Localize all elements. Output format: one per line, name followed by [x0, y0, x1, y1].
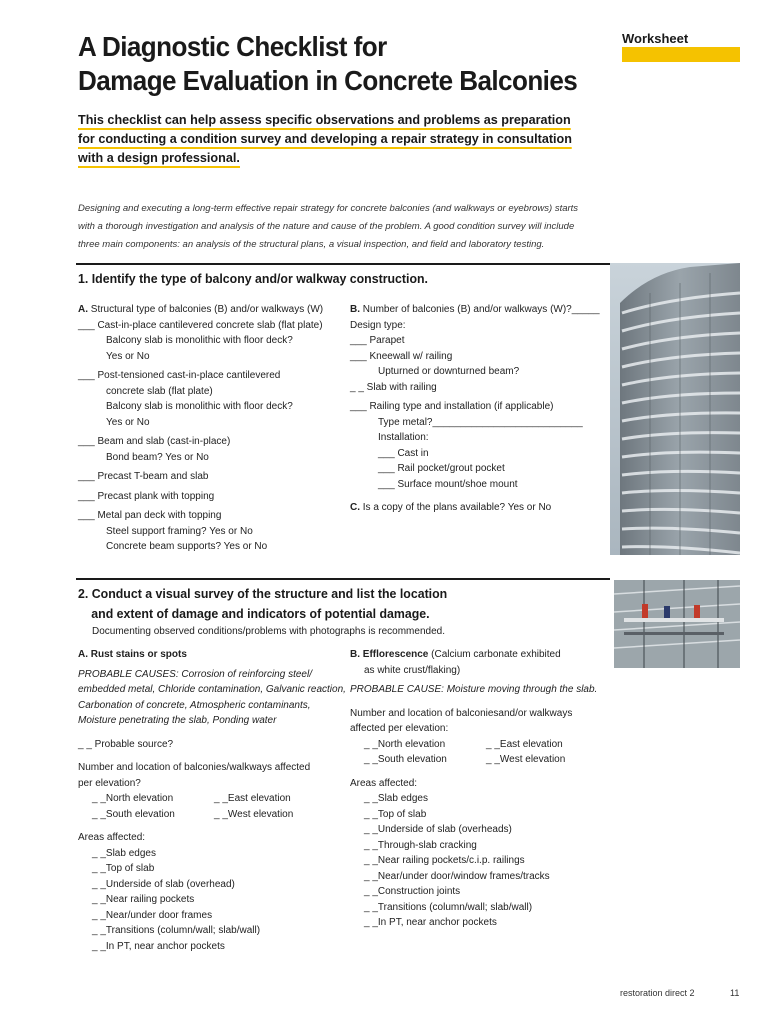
s2b-north: _ _North elevation	[364, 738, 446, 750]
subtitle-line-2: for conducting a condition survey and developing a repair strategy in consultation	[78, 131, 572, 149]
page-number: 11	[730, 988, 740, 998]
worksheet-accent-bar	[622, 47, 740, 62]
s2a-east: _ _East elevation	[214, 793, 291, 804]
s2b-num: Number and location of balconiesand/or walkways	[350, 707, 573, 719]
s2a-area: _ _Transitions (column/wall; slab/wall)	[92, 925, 261, 936]
s2a-elevation-row	[78, 791, 348, 807]
intro-paragraph	[78, 200, 618, 254]
s1b-line: ___ Railing type and installation (if applicable)	[350, 401, 554, 412]
s2a-areas: Areas affected:	[78, 832, 146, 843]
subtitle-line-3: with a design professional.	[78, 150, 240, 168]
s1b-line: ___ Cast in	[378, 447, 429, 459]
s1b-line: ___ Kneewall w/ railing	[350, 350, 453, 362]
s2b-area: _ _Transitions (column/wall; slab/wall)	[364, 901, 533, 913]
s2a-cause: Carbonation of concrete, Atmospheric contaminants,	[78, 699, 311, 711]
s1a-line: ___ Beam and slab (cast-in-place)	[78, 436, 231, 447]
s2b-cause: PROBABLE CAUSE: Moisture moving through the slab.	[350, 684, 598, 695]
s1a-line: ___ Cast-in-place cantilevered concrete slab (flat plate)	[78, 319, 323, 331]
s2b-area: _ _Underside of slab (overheads)	[364, 824, 512, 835]
s1b-line: Type metal?___________________________	[378, 416, 583, 428]
page-title	[78, 30, 580, 98]
s2b-title: B. Efflorescence	[350, 649, 429, 660]
s2b-num: affected per elevation:	[350, 723, 449, 734]
s1a-line: Yes or No	[106, 416, 150, 428]
title-line-1: A Diagnostic Checklist for	[78, 31, 387, 62]
s1b-line: Design type:	[350, 319, 406, 331]
s1a-line: Steel support framing? Yes or No	[106, 525, 253, 537]
s1b-label: B.	[350, 304, 360, 315]
s1a-line: Bond beam? Yes or No	[106, 451, 209, 463]
s1b-line: Upturned or downturned beam?	[378, 366, 520, 377]
s2b-area: _ _Construction joints	[364, 886, 461, 897]
s1b-line: ___ Parapet	[350, 335, 405, 346]
s2b-title-line-2: as white crust/flaking)	[364, 664, 461, 676]
s1a-title: Structural type of balconies (B) and/or walkways (W)	[90, 304, 324, 315]
section-2-note: Documenting observed conditions/problems with photographs is recommended.	[92, 626, 445, 637]
section-2-rule	[76, 578, 610, 580]
worksheet-label: Worksheet	[622, 31, 689, 46]
s2b-south: _ _South elevation	[364, 754, 447, 765]
s1a-label: A.	[78, 304, 88, 315]
building-image	[610, 263, 740, 555]
s2b-area: _ _Slab edges	[364, 793, 428, 804]
s1a-line: concrete slab (flat plate)	[106, 385, 213, 397]
s2b-west: _ _West elevation	[486, 754, 566, 765]
section-2-heading-line-2: and extent of damage and indicators of potential damage.	[91, 606, 430, 621]
s2a-cause: Moisture penetrating the slab, Ponding water	[78, 715, 277, 726]
s2a-source: _ _ Probable source?	[78, 738, 174, 750]
s2a-area: _ _Top of slab	[92, 863, 155, 874]
s1a-line: ___ Post-tensioned cast-in-place cantilevered	[78, 370, 281, 381]
s1b-line: ___ Rail pocket/grout pocket	[378, 463, 505, 474]
s1a-line: ___ Precast T-beam and slab	[78, 471, 209, 482]
section-1-rule	[76, 263, 610, 265]
s1b-title: Number of balconies (B) and/or walkways (W)?_____	[362, 304, 600, 315]
subtitle-line-1: This checklist can help assess specific observations and problems as preparation	[78, 112, 571, 130]
footer-publication: restoration direct 2	[620, 988, 695, 998]
title-line-2: Damage Evaluation in Concrete Balconies	[78, 65, 578, 96]
section-2-column-a	[78, 647, 348, 954]
s2a-west: _ _West elevation	[214, 808, 294, 820]
s2a-num: Number and location of balconies/walkways affected	[78, 762, 311, 773]
s2a-area: _ _Underside of slab (overhead)	[92, 878, 235, 890]
s2b-elevation-row	[350, 737, 610, 753]
s2a-elevation-row	[78, 807, 348, 823]
s2b-areas: Areas affected:	[350, 777, 418, 789]
s2b-title-rest: (Calcium carbonate exhibited	[428, 649, 561, 660]
s2a-num: per elevation?	[78, 777, 141, 789]
s2a-area: _ _Near/under door frames	[92, 909, 213, 921]
section-1-column-a	[78, 302, 348, 555]
s2b-area: _ _Through-slab cracking	[364, 839, 477, 851]
intro-line-1: Designing and executing a long-term effective repair strategy for concrete balconies (and walkways or eyebrows) starts	[78, 203, 579, 214]
s2a-area: _ _Slab edges	[92, 847, 156, 859]
s1a-line: ___ Precast plank with topping	[78, 490, 215, 502]
s1a-line: ___ Metal pan deck with topping	[78, 510, 222, 521]
s2b-elevation-row	[350, 752, 610, 768]
s1b-line: _ _ Slab with railing	[350, 381, 437, 393]
section-1-column-b	[350, 302, 605, 516]
section-2-heading	[78, 584, 447, 624]
section-2-heading-line-1: 2. Conduct a visual survey of the structure and list the location	[78, 586, 448, 601]
s2b-area: _ _In PT, near anchor pockets	[364, 917, 497, 928]
s2b-area: _ _Near/under door/window frames/tracks	[364, 870, 550, 882]
balcony-building-photo	[610, 263, 740, 555]
s2a-south: _ _South elevation	[92, 808, 175, 820]
s1a-line: Concrete beam supports? Yes or No	[106, 541, 268, 552]
s2b-east: _ _East elevation	[486, 738, 563, 750]
s2a-north: _ _North elevation	[92, 793, 174, 804]
s2a-title: A. Rust stains or spots	[78, 649, 187, 660]
intro-line-2: with a thorough investigation and analysis of the nature and cause of the problem. A good condition survey will include	[78, 221, 575, 232]
s2b-area: _ _Top of slab	[364, 808, 427, 820]
s2a-area: _ _In PT, near anchor pockets	[92, 940, 225, 952]
scaffold-image	[614, 580, 740, 668]
s2a-cause: PROBABLE CAUSES: Corrosion of reinforcing steel/	[78, 668, 312, 680]
section-2-column-b	[350, 647, 610, 931]
s1a-line: Balcony slab is monolithic with floor deck?	[106, 401, 293, 412]
s1a-line: Balcony slab is monolithic with floor deck?	[106, 335, 293, 346]
s1c-text: Is a copy of the plans available? Yes or No	[362, 502, 552, 513]
s1c-label: C.	[350, 502, 360, 513]
s2a-area: _ _Near railing pockets	[92, 894, 195, 905]
section-1-heading: 1. Identify the type of balcony and/or walkway construction.	[78, 271, 428, 286]
s1b-line: Installation:	[378, 432, 429, 443]
s2b-area: _ _Near railing pockets/c.i.p. railings	[364, 855, 525, 866]
subtitle	[78, 110, 582, 167]
scaffold-workers-photo	[614, 580, 740, 668]
s1b-line: ___ Surface mount/shoe mount	[378, 478, 518, 490]
s1a-line: Yes or No	[106, 350, 150, 362]
intro-line-3: three main components: an analysis of the structural plans, a visual inspection, and field and laboratory testing.	[78, 239, 545, 250]
s2a-cause: embedded metal, Chloride contamination, Galvanic reaction,	[78, 684, 346, 695]
